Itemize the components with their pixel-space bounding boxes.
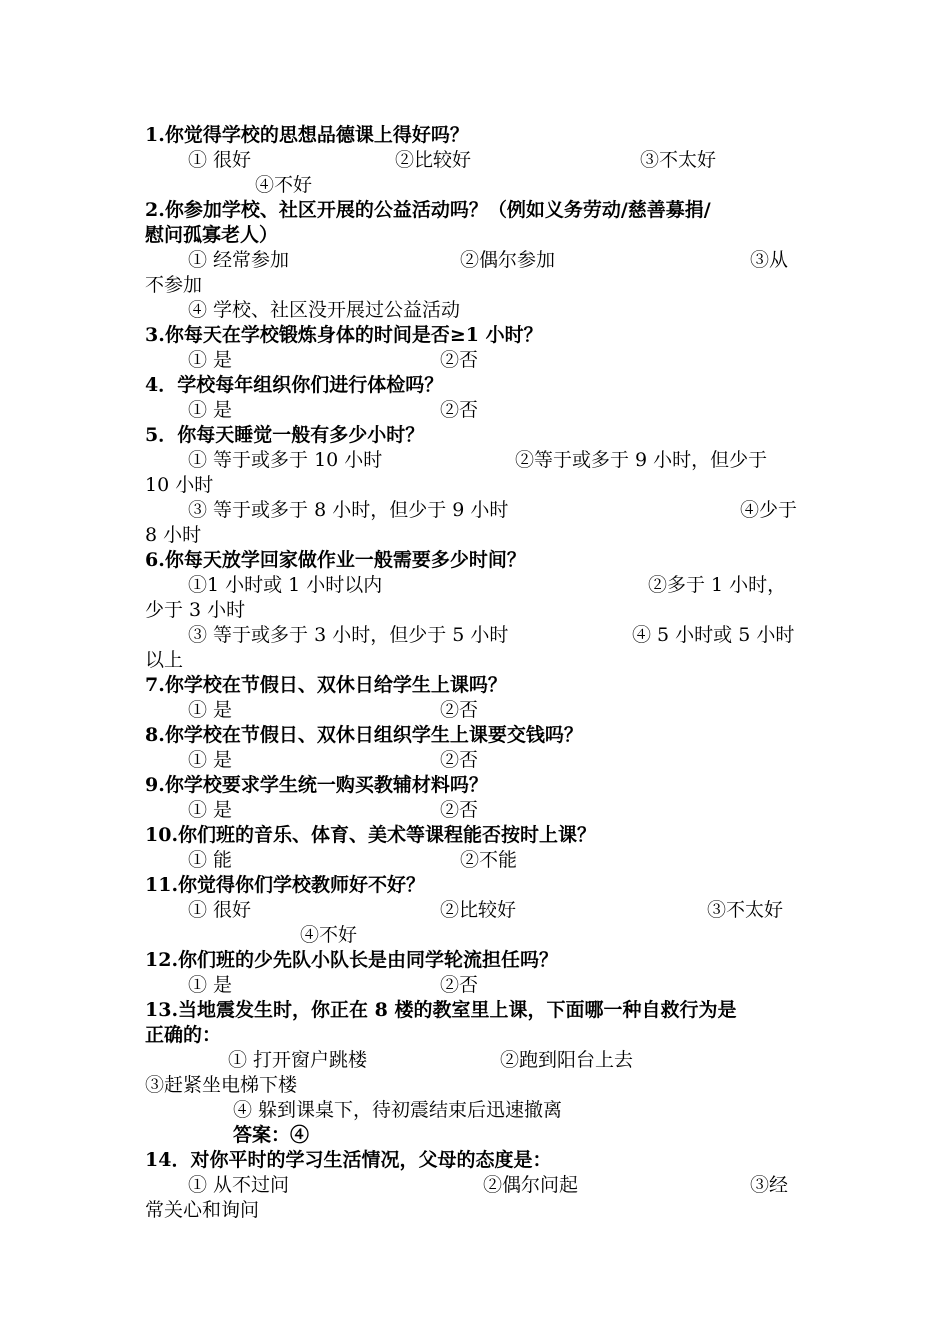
question-2: 2.你参加学校、社区开展的公益活动吗？（例如义务劳动/慈善募捐/ — [145, 199, 711, 221]
option: ②否 — [440, 749, 479, 771]
option: ②否 — [440, 974, 479, 996]
option: ③ 等于或多于 8 小时，但少于 9 小时 — [188, 499, 509, 521]
option: ②偶尔问起 — [483, 1174, 579, 1196]
question-7: 7.你学校在节假日、双休日给学生上课吗？ — [145, 674, 507, 696]
option: ②多于 1 小时， — [648, 574, 787, 596]
question-10: 10.你们班的音乐、体育、美术等课程能否按时上课？ — [145, 824, 597, 846]
option: ① 很好 — [188, 149, 252, 171]
option: ① 打开窗户跳楼 — [228, 1049, 368, 1071]
option: ③ 等于或多于 3 小时，但少于 5 小时 — [188, 624, 509, 646]
question-14: 14．对你平时的学习生活情况，父母的态度是： — [145, 1149, 552, 1171]
option: ① 很好 — [188, 899, 252, 921]
option: ④少于 — [740, 499, 798, 521]
option: ① 从不过问 — [188, 1174, 290, 1196]
option: ③从 — [750, 249, 789, 271]
option-cont: 不参加 — [145, 274, 203, 296]
option: ① 是 — [188, 799, 233, 821]
option: ②否 — [440, 799, 479, 821]
option: ① 能 — [188, 849, 233, 871]
option: ③赶紧坐电梯下楼 — [145, 1074, 298, 1096]
option-cont: 以上 — [145, 649, 184, 671]
option: ④不好 — [255, 174, 313, 196]
option: ②等于或多于 9 小时，但少于 — [515, 449, 768, 471]
option: ① 是 — [188, 399, 233, 421]
option: ②跑到阳台上去 — [500, 1049, 634, 1071]
option: ②不能 — [460, 849, 518, 871]
option: ④ 学校、社区没开展过公益活动 — [188, 299, 461, 321]
option: ①1 小时或 1 小时以内 — [188, 574, 383, 596]
question-13-cont: 正确的： — [145, 1024, 222, 1046]
option: ④不好 — [300, 924, 358, 946]
option: ④ 躲到课桌下，待初震结束后迅速撤离 — [233, 1099, 563, 1121]
option-cont: 8 小时 — [145, 524, 202, 546]
question-12: 12.你们班的少先队小队长是由同学轮流担任吗？ — [145, 949, 559, 971]
option: ① 是 — [188, 974, 233, 996]
option-cont: 少于 3 小时 — [145, 599, 246, 621]
option: ②否 — [440, 699, 479, 721]
option: ① 经常参加 — [188, 249, 290, 271]
option: ②比较好 — [395, 149, 472, 171]
option: ③不太好 — [707, 899, 784, 921]
question-9: 9.你学校要求学生统一购买教辅材料吗？ — [145, 774, 488, 796]
answer-label: 答案：④ — [233, 1124, 310, 1146]
question-11: 11.你觉得你们学校教师好不好？ — [145, 874, 426, 896]
question-3: 3.你每天在学校锻炼身体的时间是否≥1 小时？ — [145, 324, 543, 346]
question-13: 13.当地震发生时，你正在 8 楼的教室里上课，下面哪一种自救行为是 — [145, 999, 737, 1021]
question-1: 1.你觉得学校的思想品德课上得好吗？ — [145, 124, 469, 146]
option: ④ 5 小时或 5 小时 — [632, 624, 795, 646]
question-2-cont: 慰问孤寡老人） — [145, 224, 279, 246]
option: ②否 — [440, 349, 479, 371]
option: ②偶尔参加 — [460, 249, 556, 271]
question-8: 8.你学校在节假日、双休日组织学生上课要交钱吗？ — [145, 724, 583, 746]
option: ②否 — [440, 399, 479, 421]
option-cont: 10 小时 — [145, 474, 214, 496]
option-cont: 常关心和询问 — [145, 1199, 260, 1221]
option: ③不太好 — [640, 149, 717, 171]
question-6: 6.你每天放学回家做作业一般需要多少时间？ — [145, 549, 526, 571]
option: ① 等于或多于 10 小时 — [188, 449, 383, 471]
option: ① 是 — [188, 349, 233, 371]
question-4: 4．学校每年组织你们进行体检吗？ — [145, 374, 444, 396]
question-5: 5．你每天睡觉一般有多少小时？ — [145, 424, 425, 446]
option: ① 是 — [188, 749, 233, 771]
option: ③经 — [750, 1174, 789, 1196]
option: ②比较好 — [440, 899, 517, 921]
option: ① 是 — [188, 699, 233, 721]
